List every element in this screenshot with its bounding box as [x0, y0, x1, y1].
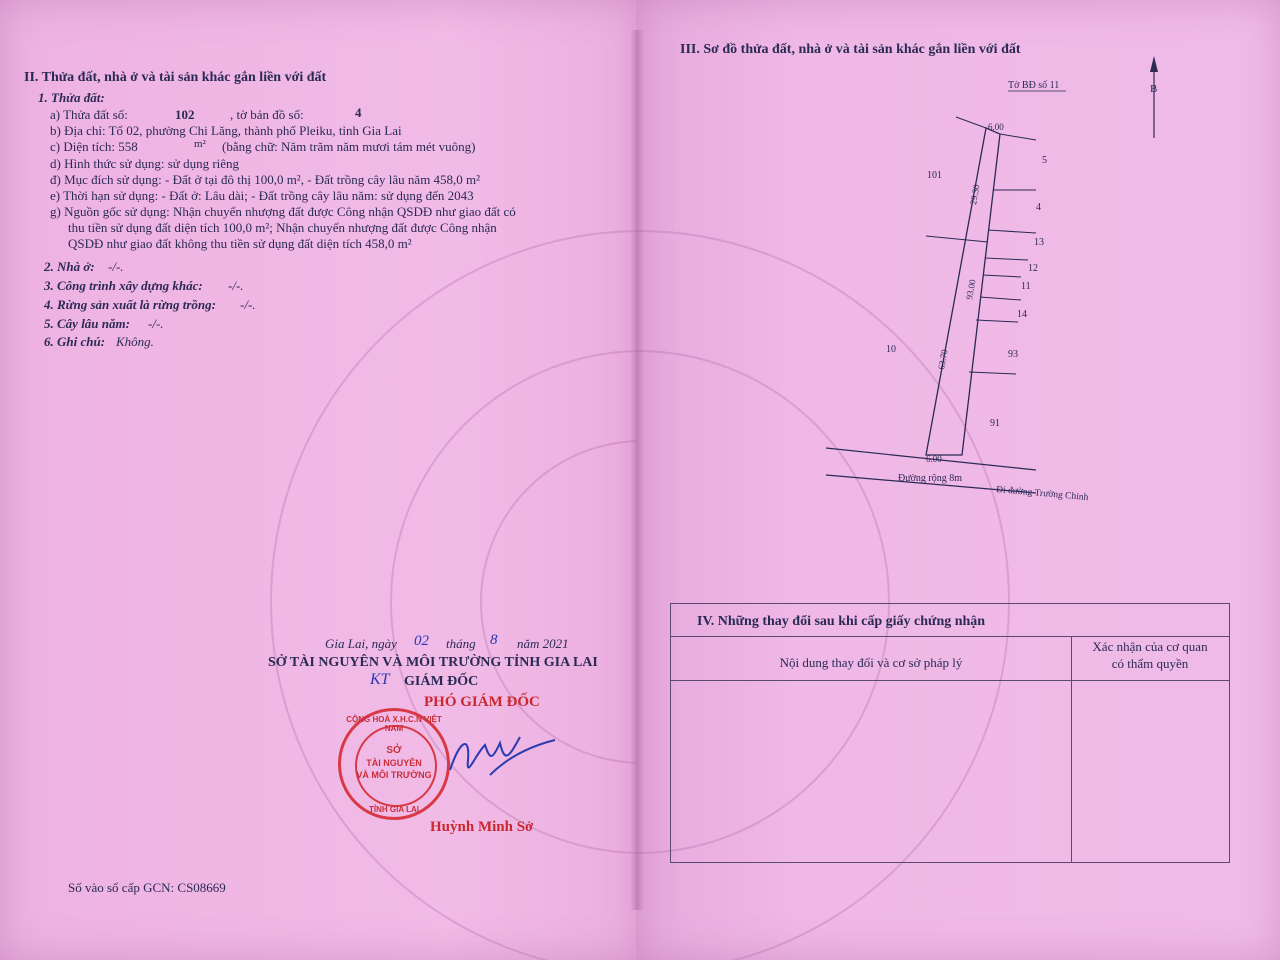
signer-name: Huỳnh Minh Sở: [430, 819, 534, 835]
date-place: Gia Lai, ngày: [325, 636, 397, 651]
seal-center-3: VÀ MÔI TRƯỜNG: [356, 770, 432, 780]
area-label: c) Diện tích: 558: [50, 139, 138, 154]
item3-label: 3. Công trình xây dựng khác:: [44, 278, 203, 293]
page-fold: [630, 30, 644, 910]
parcel-93: 93: [1008, 349, 1018, 360]
map-no-label: , tờ bản đồ số:: [230, 107, 304, 122]
right-page: [636, 0, 1280, 960]
date-month-label: tháng: [446, 636, 476, 651]
seal-center-2: TÀI NGUYÊN: [366, 758, 422, 768]
use-term-line: e) Thời hạn sử dụng: - Đất ở: Lâu dài; - Đất trồng cây lâu năm: sử dụng đến 2043: [50, 188, 474, 203]
parcel-91: 91: [990, 418, 1000, 429]
section-title-ii: II. Thửa đất, nhà ở và tài sản khác gắn liền với đất: [24, 70, 327, 85]
changes-table-header: [671, 604, 1229, 637]
parcel-diagram: [636, 0, 1280, 520]
parcel-12: 12: [1028, 263, 1038, 274]
item1-title: 1. Thửa đất:: [38, 90, 105, 105]
date-month: 8: [490, 632, 498, 648]
dim-bottom: 6.00: [926, 454, 942, 464]
parcel-101: 101: [927, 170, 942, 181]
changes-table: [670, 603, 1230, 863]
handwritten-signature: [430, 715, 560, 805]
col-confirmation-1: Xác nhận của cơ quan: [1092, 639, 1208, 654]
parcel-13: 13: [1034, 237, 1044, 248]
item5-value: -/-.: [148, 316, 164, 331]
road-width: Đường rộng 8m: [898, 473, 963, 484]
map-no-value: 4: [355, 105, 362, 120]
kt-mark: KT: [370, 671, 390, 688]
item2-label: 2. Nhà ở:: [44, 259, 95, 274]
parcel-no-label: a) Thửa đất số:: [50, 107, 128, 122]
register-number: Số vào sổ cấp GCN: CS08669: [68, 880, 226, 895]
dim-top: 6.00: [988, 122, 1004, 132]
item4-label: 4. Rừng sản xuất là rừng trồng:: [44, 297, 216, 312]
parcel-4: 4: [1036, 202, 1041, 213]
road-direction: Đi đường Trường Chinh: [995, 485, 1089, 504]
deputy-title: PHÓ GIÁM ĐỐC: [424, 694, 540, 710]
parcel-14: 14: [1017, 309, 1027, 320]
dim-lower-side: 63.70: [936, 348, 950, 371]
item6-value: Không.: [116, 334, 154, 349]
seal-bottom-text: TỈNH GIA LAI: [369, 805, 419, 814]
item3-value: -/-.: [228, 278, 244, 293]
director-title: GIÁM ĐỐC: [404, 674, 479, 689]
changes-title: IV. Những thay đổi sau khi cấp giấy chứng nhận: [697, 614, 986, 629]
north-label: B: [1150, 83, 1158, 95]
date-day: 02: [414, 633, 429, 649]
use-purpose-line: đ) Mục đích sử dụng: - Đất ở tại đô thị 100,0 m², - Đất trồng cây lâu năm 458,0 m²: [50, 172, 481, 187]
north-arrow-head-icon: [1150, 56, 1158, 72]
parcel-no-value: 102: [175, 107, 195, 122]
item6-label: 6. Ghi chú:: [44, 334, 106, 349]
area-unit: m²: [194, 138, 206, 150]
seal-center-1: SỞ: [386, 745, 402, 756]
col-confirmation-2: có thẩm quyền: [1111, 656, 1189, 671]
date-year: năm 2021: [517, 636, 569, 651]
dim-mid-side: 93.00: [964, 278, 978, 301]
item2-value: -/-.: [108, 259, 124, 274]
parcel-11: 11: [1021, 281, 1031, 292]
address-line: b) Địa chỉ: Tổ 02, phường Chi Lăng, thành phố Pleiku, tỉnh Gia Lai: [50, 123, 402, 138]
map-sheet: Tờ BĐ số 11: [1008, 80, 1060, 91]
item5-label: 5. Cây lâu năm:: [44, 316, 130, 331]
parcel-10: 10: [886, 344, 896, 355]
col-change-content: Nội dung thay đổi và cơ sở pháp lý: [779, 655, 963, 670]
dim-upper-side: 29.30: [968, 183, 982, 206]
parcel-5: 5: [1042, 155, 1047, 166]
item4-value: -/-.: [240, 297, 256, 312]
origin-line-1: g) Nguồn gốc sử dụng: Nhận chuyển nhượng đất được Công nhận QSDĐ như giao đất có: [50, 204, 516, 219]
use-form-line: d) Hình thức sử dụng: sử dụng riêng: [50, 156, 240, 171]
origin-line-2: thu tiền sử dụng đất diện tích 100,0 m²; Nhận chuyển nhượng đất được Công nhận: [68, 220, 497, 235]
agency-name: SỞ TÀI NGUYÊN VÀ MÔI TRƯỜNG TỈNH GIA LAI: [268, 655, 598, 670]
origin-line-3: QSDĐ như giao đất không thu tiền sử dụng đất diện tích 458,0 m²: [68, 236, 412, 251]
section-title-iii: III. Sơ đồ thửa đất, nhà ở và tài sản khác gắn liền với đất: [680, 42, 1021, 57]
seal-top-text: CỘNG HOÀ X.H.C.N VIỆT NAM: [346, 715, 442, 733]
area-words: (bằng chữ: Năm trăm năm mươi tám mét vuông): [222, 139, 476, 154]
